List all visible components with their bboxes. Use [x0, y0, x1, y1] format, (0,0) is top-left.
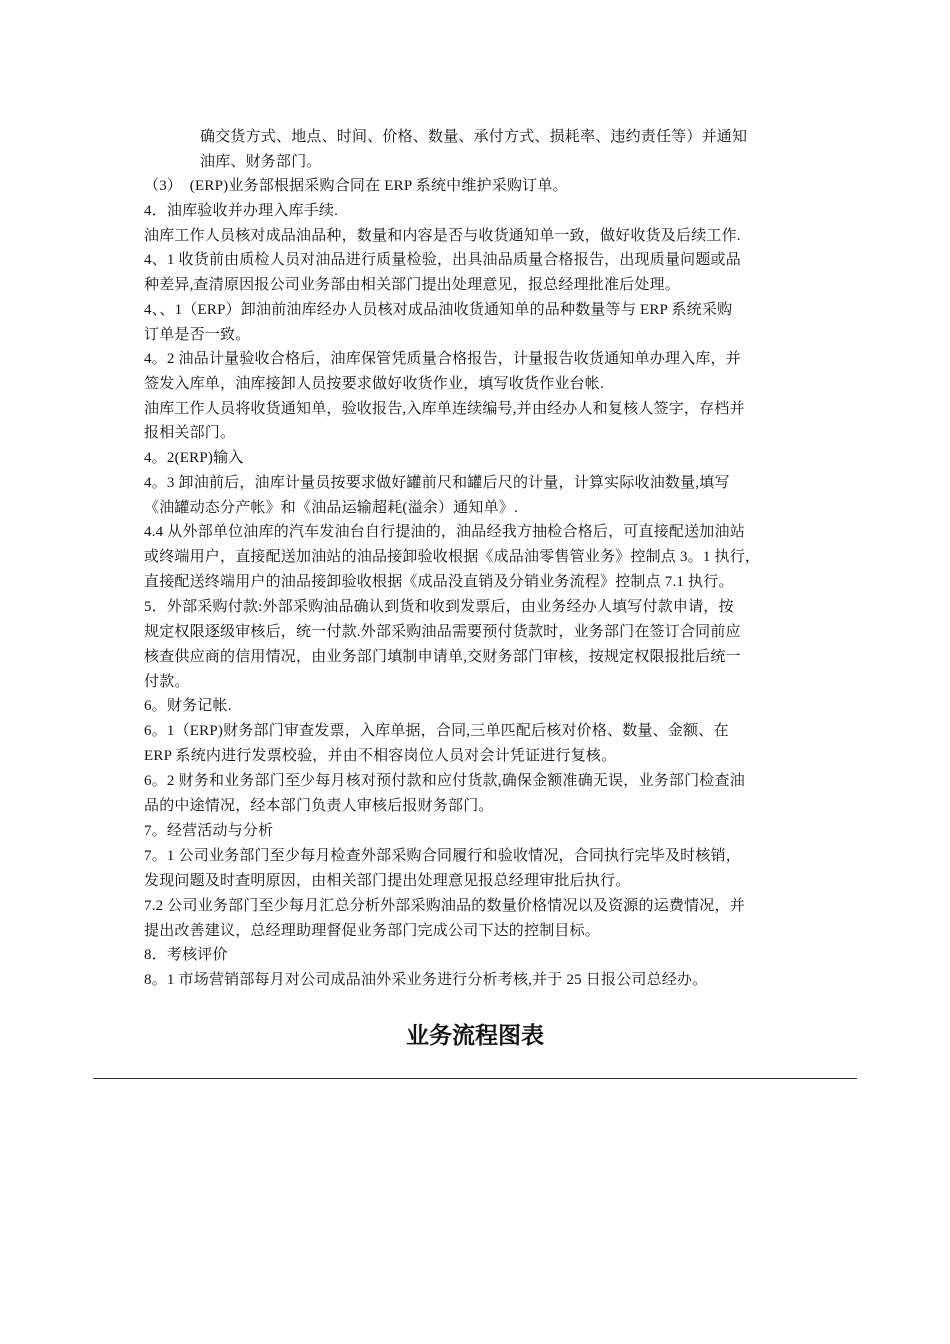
- text-line: 确交货方式、地点、时间、价格、数量、承付方式、损耗率、违约责任等）并通知: [200, 129, 748, 145]
- text-line: 《油罐动态分产帐》和《油品运输超耗(溢余）通知单》.: [144, 500, 518, 516]
- text-line: 4。2(ERP)输入: [144, 450, 244, 466]
- text-line: 或终端用户，直接配送加油站的油品接卸验收根据《成品油零售管业务》控制点 3。1 执行，: [144, 549, 761, 565]
- text-line: 油库、财务部门。: [200, 154, 322, 170]
- text-line: 发现问题及时查明原因，由相关部门提出处理意见报总经理审批后执行。: [144, 873, 631, 889]
- text-line: 6。2 财务和业务部门至少每月核对预付款和应付货款,确保金额准确无误，业务部门检查油: [144, 773, 745, 789]
- text-line: 品的中途情况，经本部门负责人审核后报财务部门。: [144, 798, 494, 814]
- text-line: 4.4 从外部单位油库的汽车发油台自行提油的，油品经我方抽检合格后，可直接配送加油站: [144, 524, 745, 540]
- text-line: 油库工作人员将收货通知单，验收报告,入库单连续编号,并由经办人和复核人签字，存档并: [144, 401, 745, 417]
- section-title: 业务流程图表: [406, 1023, 544, 1049]
- text-line: 6。财务记帐.: [144, 698, 232, 714]
- text-line: 4、、1（ERP）卸油前油库经办人员核对成品油收货通知单的品种数量等与 ERP 系统采购: [144, 302, 733, 318]
- text-line: 报相关部门。: [144, 425, 236, 441]
- text-line: 8。1 市场营销部每月对公司成品油外采业务进行分析考核,并于 25 日报公司总经办。: [144, 972, 708, 988]
- text-line: 7.2 公司业务部门至少每月汇总分析外部采购油品的数量价格情况以及资源的运费情况，并: [144, 898, 745, 914]
- text-line: 签发入库单，油库接卸人员按要求做好收货作业，填写收货作业台帐.: [144, 376, 604, 392]
- text-line: 6。1（ERP)财务部门审查发票，入库单据，合同,三单匹配后核对价格、数量、金额、在: [144, 723, 729, 739]
- text-line: 订单是否一致。: [144, 327, 251, 343]
- text-line: ERP 系统内进行发票校验，并由不相容岗位人员对会计凭证进行复核。: [144, 748, 617, 764]
- text-line: 种差异,查清原因报公司业务部由相关部门提出处理意见，报总经理批准后处理。: [144, 277, 680, 293]
- text-line: 规定权限逐级审核后，统一付款.外部采购油品需要预付货款时，业务部门在签订合同前应: [144, 624, 741, 640]
- horizontal-divider: [93, 1078, 857, 1079]
- text-line: 8．考核评价: [144, 947, 228, 963]
- text-line: 7。1 公司业务部门至少每月检查外部采购合同履行和验收情况，合同执行完毕及时核销，: [144, 848, 741, 864]
- text-line: 核查供应商的信用情况，由业务部门填制申请单,交财务部门审核，按规定权限报批后统一: [144, 649, 741, 665]
- text-line: 提出改善建议，总经理助理督促业务部门完成公司下达的控制目标。: [144, 923, 601, 939]
- text-line: 5．外部采购付款:外部采购油品确认到货和收到发票后，由业务经办人填写付款申请，按: [144, 599, 734, 615]
- text-line: （3） (ERP)业务部根据采购合同在 ERP 系统中维护采购订单。: [144, 178, 568, 194]
- text-line: 付款。: [144, 674, 190, 690]
- text-line: 油库工作人员核对成品油品种，数量和内容是否与收货通知单一致，做好收货及后续工作.: [144, 228, 741, 244]
- text-line: 7。经营活动与分析: [144, 823, 274, 839]
- text-line: 直接配送终端用户的油品接卸验收根据《成品没直销及分销业务流程》控制点 7.1 执行。: [144, 574, 734, 590]
- text-line: 4。2 油品计量验收合格后，油库保管凭质量合格报告，计量报告收货通知单办理入库，并: [144, 351, 741, 367]
- text-line: 4．油库验收并办理入库手续.: [144, 203, 339, 219]
- text-line: 4、1 收货前由质检人员对油品进行质量检验，出具油品质量合格报告，出现质量问题或品: [144, 252, 741, 268]
- text-line: 4。3 卸油前后，油库计量员按要求做好罐前尺和罐后尺的计量，计算实际收油数量,填写: [144, 475, 730, 491]
